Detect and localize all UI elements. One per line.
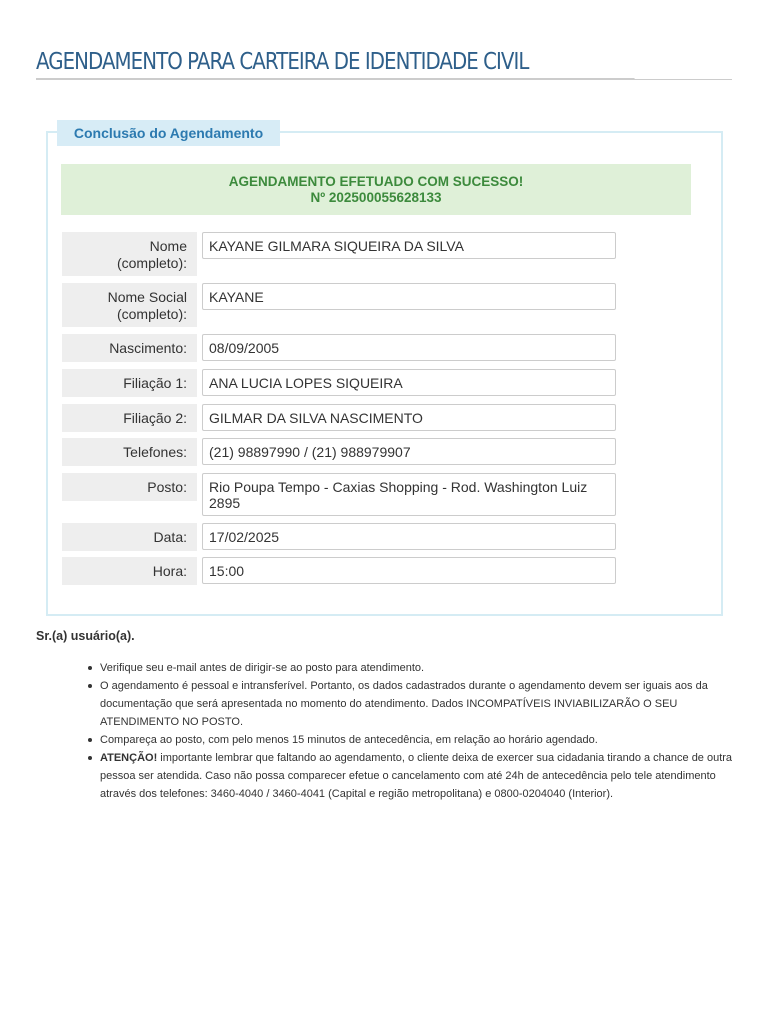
field-value-phones: (21) 98897990 / (21) 988979907 bbox=[202, 438, 616, 465]
success-message: AGENDAMENTO EFETUADO COM SUCESSO! bbox=[228, 174, 524, 189]
field-label-birth-date: Nascimento: bbox=[62, 334, 197, 362]
field-label-time: Hora: bbox=[62, 557, 197, 585]
field-label-social-name: Nome Social (completo): bbox=[62, 283, 197, 327]
notice-item-text: Verifique seu e-mail antes de dirigir-se ao posto para atendimento. bbox=[100, 662, 425, 674]
notice-attention-label: ATENÇÃO! bbox=[100, 752, 158, 764]
notice-item-text: importante lembrar que faltando ao agendamento, o cliente deixa de exercer sua cidadania tirando a chance de outra pessoa ser atendida. Caso não possa comparecer efetue o cancelamento com até 24h de antecedência pelo tele atendimento através dos telefones: 3460-4040 / 3460-4041 (Capital e região metropolitana) e 0800-0204040 (Interior). bbox=[100, 752, 733, 800]
field-row-parent-2 bbox=[62, 404, 618, 432]
field-value-name: KAYANE GILMARA SIQUEIRA DA SILVA bbox=[202, 232, 616, 259]
field-label-parent-1: Filiação 1: bbox=[62, 369, 197, 397]
protocol-number: Nº 202500055628133 bbox=[310, 190, 442, 205]
field-label-phones: Telefones: bbox=[62, 438, 197, 466]
field-value-social-name: KAYANE bbox=[202, 283, 616, 310]
notice-item bbox=[100, 749, 736, 803]
field-row-name bbox=[62, 232, 618, 276]
field-row-social-name bbox=[62, 283, 618, 327]
field-label-name: Nome (completo): bbox=[62, 232, 197, 276]
field-row-date bbox=[62, 523, 618, 551]
field-row-service-post bbox=[62, 473, 618, 511]
field-row-birth-date bbox=[62, 334, 618, 362]
field-row-phones bbox=[62, 438, 618, 466]
field-value-service-post: Rio Poupa Tempo - Caxias Shopping - Rod. Washington Luiz 2895 bbox=[202, 473, 616, 516]
field-row-parent-1 bbox=[62, 369, 618, 397]
field-value-birth-date: 08/09/2005 bbox=[202, 334, 616, 361]
field-label-service-post: Posto: bbox=[62, 473, 197, 501]
notice-list bbox=[100, 659, 736, 803]
panel-legend: Conclusão do Agendamento bbox=[57, 120, 280, 146]
field-label-parent-2: Filiação 2: bbox=[62, 404, 197, 432]
notice-item-text: Compareça ao posto, com pelo menos 15 minutos de antecedência, em relação ao horário agendado. bbox=[100, 734, 598, 746]
notice-item-text: O agendamento é pessoal e intransferível. Portanto, os dados cadastrados durante o agendamento devem ser iguais aos da documentação que será apresentada no momento do atendimento. Dados INCOMPATÍVEIS INVIABILIZARÃO O SEU ATENDIMENTO NO POSTO. bbox=[100, 680, 708, 728]
success-alert bbox=[61, 164, 691, 215]
notice-item bbox=[100, 731, 736, 749]
notice-heading: Sr.(a) usuário(a). bbox=[36, 629, 135, 643]
title-divider bbox=[36, 79, 732, 80]
field-row-time bbox=[62, 557, 618, 585]
field-value-parent-1: ANA LUCIA LOPES SIQUEIRA bbox=[202, 369, 616, 396]
field-value-parent-2: GILMAR DA SILVA NASCIMENTO bbox=[202, 404, 616, 431]
field-value-date: 17/02/2025 bbox=[202, 523, 616, 550]
notice-item bbox=[100, 659, 736, 677]
field-value-time: 15:00 bbox=[202, 557, 616, 584]
notice-item bbox=[100, 677, 736, 731]
field-label-date: Data: bbox=[62, 523, 197, 551]
page-title: AGENDAMENTO PARA CARTEIRA DE IDENTIDADE CIVIL bbox=[36, 47, 635, 79]
